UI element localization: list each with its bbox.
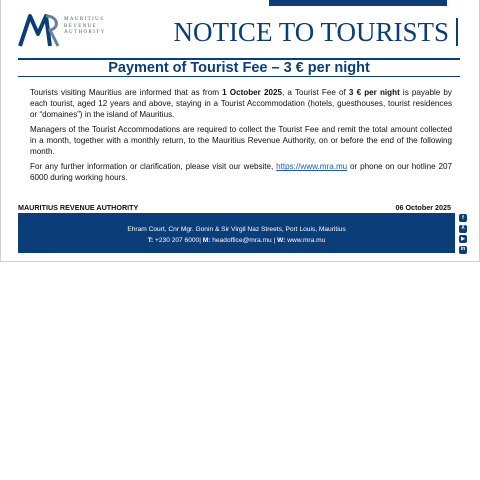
mra-logo: [18, 12, 128, 52]
facebook-icon[interactable]: f: [459, 214, 467, 222]
mra-logo-icon: [18, 12, 66, 48]
top-accent-bar: [269, 0, 447, 6]
footer-address: Ehram Court, Cnr Mgr. Gonin & Sir Virgil Naz Streets, Port Louis, Mauritius: [127, 226, 346, 233]
website-link[interactable]: https://www.mra.mu: [276, 162, 348, 172]
footer-phone: +230 207 6000: [153, 237, 200, 244]
subtitle-rule-bottom: [18, 76, 460, 77]
linkedin-icon[interactable]: in: [460, 246, 466, 253]
title-divider-bar: [456, 18, 458, 46]
footer-contact: T: +230 207 6000| M: headoffice@mra.mu | W: www.mra.mu: [147, 237, 326, 244]
youtube-icon[interactable]: ▶: [459, 235, 467, 243]
paragraph-1: Tourists visiting Mauritius are informed that as from 1 October 2025, a Tourist Fee of 3 € per night is payable by each tourist, aged 12 years and above, staying in a Tourist Accommodation (hotels, guesthouses, tourist residences or “domaines”) in the island of Mauritius.: [30, 88, 452, 119]
paragraph-2: Managers of the Tourist Accommodations are required to collect the Tourist Fee and remit the total amount collected in a month, together with a monthly return, to the Mauritius Revenue Authority, on or before the end of the following month.: [30, 125, 452, 157]
footer-email[interactable]: headoffice@mra.mu: [210, 237, 272, 244]
notice-title: NOTICE TO TOURISTS: [173, 17, 449, 47]
footer-website[interactable]: www.mra.mu: [285, 237, 326, 244]
x-icon[interactable]: X: [459, 225, 467, 233]
paragraph-3: For any further information or clarification, please visit our website, https://www.mra.mu or phone on our hotline 207 6000 during working hours.: [30, 162, 452, 183]
notice-date: 06 October 2025: [395, 203, 451, 212]
social-icons: [459, 214, 467, 256]
signature-org: MAURITIUS REVENUE AUTHORITY: [18, 203, 139, 212]
footer-bar: [18, 213, 455, 253]
logo-text: MAURITIUS REVENUE AUTHORITY: [64, 17, 106, 36]
notice-body: [30, 88, 452, 189]
notice-subtitle: Payment of Tourist Fee – 3 € per night: [108, 60, 370, 76]
